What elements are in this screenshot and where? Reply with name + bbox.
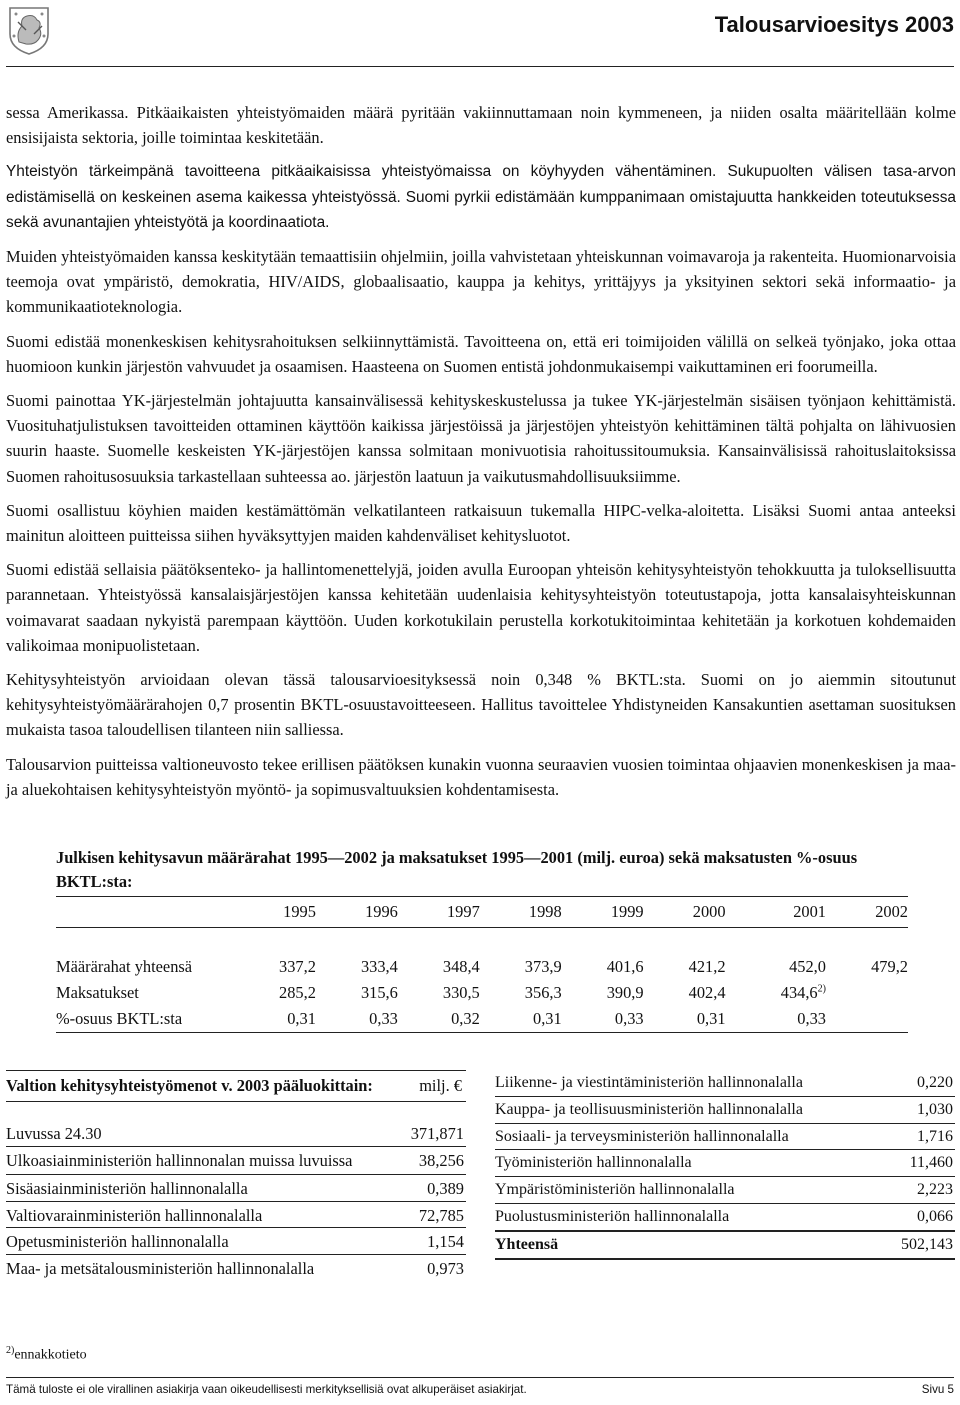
footnote: $^{2)}$ennakkotieto: [6, 1345, 87, 1363]
body-text: [6, 100, 956, 811]
footer-divider: [6, 1377, 954, 1378]
table-title: Valtion kehitysyhteistyömenot v. 2003 pääluokittain: milj. €: [6, 1076, 462, 1095]
page-number: Sivu 5: [921, 1383, 954, 1396]
page-header: [0, 0, 960, 72]
year-header: 2000: [644, 897, 726, 928]
expenditure-by-ministry-right: [495, 1070, 955, 1260]
year-header: 2002: [826, 897, 908, 928]
total-row: Yhteensä 502,143: [495, 1235, 953, 1253]
header-divider: [6, 66, 954, 67]
appropriations-table: [56, 846, 908, 1033]
paragraph: Suomi edistää sellaisia päätöksenteko- ja hallintomenettelyjä, joiden avulla Euroopan yhteisön kehitysyhteistyön tehokkuutta ja tuloksellisuutta parannetaan. Yhteistyössä kansalaisjärjestöjen kanssa kehitetään uudenlaisia kehitysyhteistyön toteutustapoja, jotta kansalaisyhteiskunnan voimavarat saadaan nykyistä parempaan käyttöön. Uuden korkotukilain perustella korkotukitoimintaa kehitetään ja korkotuen kohdemaiden valikoimaa monipuolistetaan.: [6, 560, 956, 655]
table-title: Julkisen kehitysavun määrärahat 1995—2002 ja maksatukset 1995—2001 (milj. euroa) sekä maksatusten %-osuus BKTL:sta:: [56, 848, 858, 891]
expenditure-by-ministry-left: [6, 1070, 466, 1280]
paragraph: Suomi edistää monenkeskisen kehitysrahoituksen selkiinnyttämistä. Tavoitteena on, että eri toimijoiden välillä on selkeä työnjako, joka ottaa huomioon kunkin järjestön vahvuudet ja osaamisen. Haasteena on Suomen entistä johdonmukaisempi vaikuttaminen eri foorumeilla.: [6, 331, 956, 376]
list-item: Ympäristöministeriön hallinnonalalla 2,223: [495, 1181, 953, 1199]
list-item: Valtiovarainministeriön hallinnonalalla 72,785: [6, 1205, 464, 1225]
page-footer: [6, 1383, 954, 1396]
footnote-mark: 2): [817, 983, 826, 995]
footer-disclaimer: Tämä tuloste ei ole virallinen asiakirja vaan oikeudellisesti merkityksellisiä ovat alkuperäiset asiakirjat.: [6, 1383, 527, 1396]
paragraph: Muiden yhteistyömaiden kanssa keskitytään temaattisiin ohjelmiin, joilla vahvistetaan yhteiskunnan voimavaroja ja rakenteita. Huomionarvoisia teemoja ovat ympäristö, demokratia, HIV/AIDS, globaalisaatio, kauppa ja kehitys, yrittäjyys ja yksityinen sektori sekä informaatio- ja kommunikaatioteknologia.: [6, 247, 956, 317]
list-item: Puolustusministeriön hallinnonalalla 0,066: [495, 1207, 953, 1225]
row-label: Määrärahat yhteensä: [56, 957, 193, 976]
paragraph: Yhteistyön tärkeimpänä tavoitteena pitkäaikaisissa yhteistyömaissa on köyhyyden vähentäminen. Sukupuolten välisen tasa-arvon edistämisellä on keskeinen asema kaikessa yhteistyössä. Suomi pyrkii edistämään kumppanimaan omistajuutta hankkeiden toteutuksessa sekä avunantajien yhteistyötä ja koordinaatiota.: [6, 163, 956, 231]
row-label: %-osuus BKTL:sta: [56, 1006, 234, 1033]
lion-coat-of-arms-icon: [4, 4, 54, 56]
list-item: Sisäasiainministeriön hallinnonalalla 0,389: [6, 1179, 464, 1198]
paragraph: Suomi painottaa YK-järjestelmän johtajuutta kansainvälisessä kehityskeskustelussa ja tukee YK-järjestelmän sisäisen työnjaon kehittämistä. Vuosituhatjulistuksen tavoitteiden ottaminen käyttöön kaikissa järjestöissä ja järjestöjen yhteistyön kehittäminen tältä pohjalta on lähivuosien suurin haaste. Suomelle keskeisten YK-järjestöjen kanssa solmitaan monivuotisia rahoitussitoumuksia. Kansainvälisissä rahoituslaitoksissa Suomen rahoitusosuuksia tarkastellaan suhteessa ao. järjestön laatuun ja vaikutusmahdollisuuksiimme.: [6, 391, 956, 486]
data-table: [56, 897, 908, 1033]
table-row: Määrärahat yhteensä 337,2 333,4 348,4 373,9 401,6 421,2 452,0 479,2: [56, 954, 908, 980]
document-title: Talousarvioesitys 2003: [714, 12, 954, 37]
year-header: 1998: [480, 897, 562, 928]
row-label: Maksatukset: [56, 983, 139, 1002]
list-item: Kauppa- ja teollisuusministeriön hallinnonalalla 1,030: [495, 1100, 953, 1118]
unit-label: milj. €: [419, 1076, 462, 1095]
list-item: Maa- ja metsätalousministeriön hallinnonalalla 0,973: [6, 1258, 464, 1278]
year-header: 2001: [726, 897, 826, 928]
list-item: Luvussa 24.30 371,871: [6, 1124, 464, 1143]
list-item: Ulkoasiainministeriön hallinnonalan muissa luvuissa 38,256: [6, 1150, 464, 1170]
year-header: 1999: [562, 897, 644, 928]
table-row: Maksatukset 285,2 315,6 330,5 356,3 390,9 402,4 434,6$^{2)}$: [56, 980, 908, 1006]
footnote-mark: 2): [6, 1345, 15, 1356]
paragraph: sessa Amerikassa. Pitkäaikaisten yhteistyömaiden määrä pyritään vakiinnuttamaan noin kymmeneen, ja niiden osalta määritellään kolme ensisijaista sektoria, joille toimintaa keskitetään.: [6, 103, 956, 148]
table-header-row: [56, 897, 908, 928]
year-header: 1995: [234, 897, 316, 928]
paragraph: Suomi osallistuu köyhien maiden kestämättömän velkatilanteen ratkaisuun tukemalla HIPC-velka-aloitetta. Lisäksi Suomi antaa anteeksi mainitun aloitteen puitteissa siihen hyväksyttyjen maiden kahdenväliset kehitysluotot.: [6, 500, 956, 546]
paragraph: Talousarvion puitteissa valtioneuvosto tekee erillisen päätöksen kunakin vuonna seuraavien vuosien toimintaa ohjaavien monenkeskisen ja maa- ja aluekohtaisen kehitysyhteistyön myöntö- ja sopimusvaltuuksien kohdentamisesta.: [6, 754, 956, 799]
list-item: Liikenne- ja viestintäministeriön hallinnonalalla 0,220: [495, 1074, 953, 1091]
list-item: Opetusministeriön hallinnonalalla 1,154: [6, 1232, 464, 1251]
year-header: 1997: [398, 897, 480, 928]
year-header: 1996: [316, 897, 398, 928]
list-item: Sosiaali- ja terveysministeriön hallinnonalalla 1,716: [495, 1127, 953, 1145]
paragraph: Kehitysyhteistyön arvioidaan olevan tässä talousarvioesityksessä noin 0,348 % BKTL:sta. Suomi on jo aiemmin sitoutunut kehitysyhteistyömäärärahojen 0,7 prosentin BKTL-osuustavoitteeseen. Hallitus tavoittelee Yhdistyneiden Kansakuntien asettaman suosituksen mukaista tasoa taloudellisen tilanteen niin salliessa.: [6, 670, 956, 740]
table-row: %-osuus BKTL:sta 0,31 0,33 0,32 0,31 0,33 0,31 0,33: [56, 1006, 908, 1033]
list-item: Työministeriön hallinnonalalla 11,460: [495, 1154, 953, 1172]
